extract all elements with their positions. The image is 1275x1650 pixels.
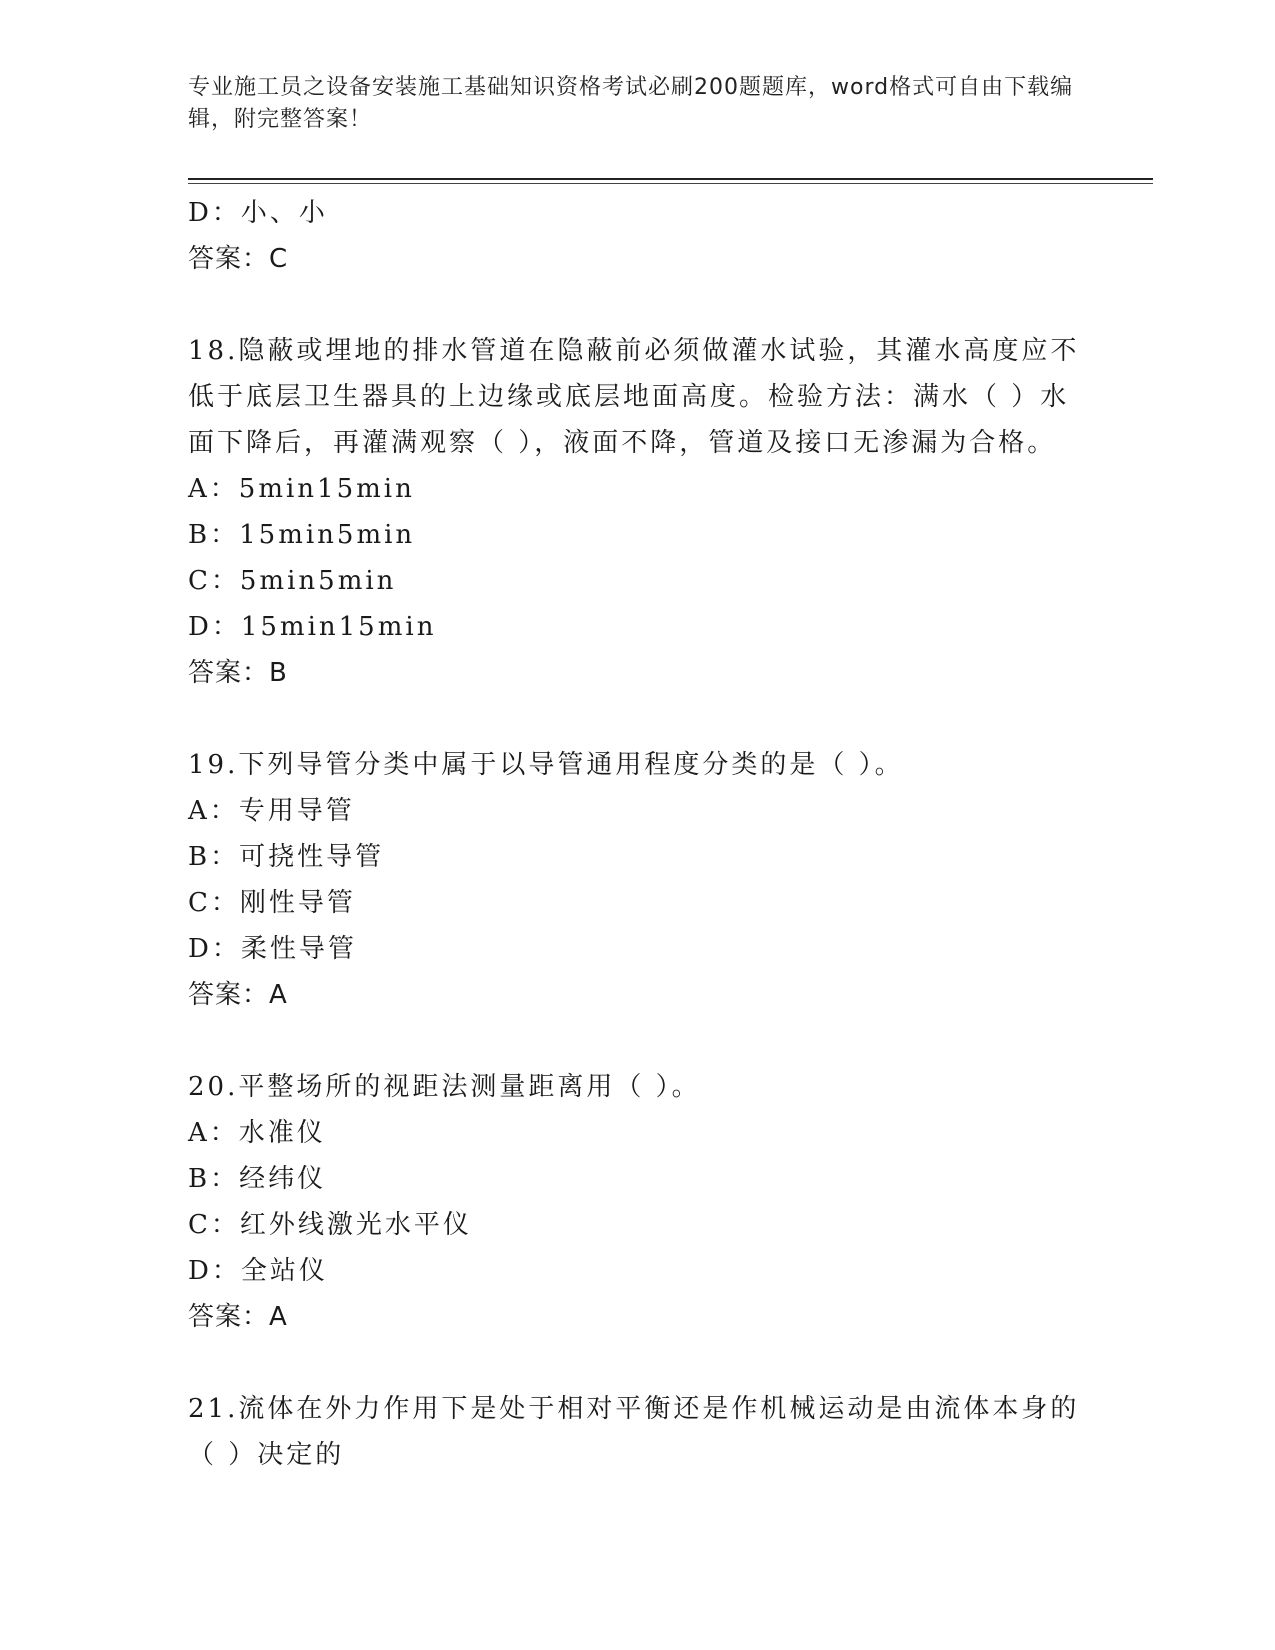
option-d: D：柔性导管 xyxy=(188,934,357,964)
option-a: A：专用导管 xyxy=(188,796,355,826)
option-b: B：经纬仪 xyxy=(188,1164,327,1194)
prev-answer: 答案：C xyxy=(188,244,289,274)
answer: 答案：A xyxy=(188,1302,288,1332)
spacer xyxy=(188,696,1088,742)
option-c: C：刚性导管 xyxy=(188,888,356,918)
option-a: A：水准仪 xyxy=(188,1118,326,1148)
prev-option-d: D：小、小 xyxy=(188,198,328,228)
header-rule-thin xyxy=(188,183,1153,184)
document-body xyxy=(188,190,1088,1478)
question-19 xyxy=(188,742,1088,1018)
option-c: C：5min5min xyxy=(188,566,397,596)
document-header: 专业施工员之设备安装施工基础知识资格考试必刷200题题库，word格式可自由下载编辑，附完整答案！ xyxy=(188,75,1074,132)
option-c: C：红外线激光水平仪 xyxy=(188,1210,472,1240)
option-d: D：15min15min xyxy=(188,612,437,642)
spacer xyxy=(188,1340,1088,1386)
question-20 xyxy=(188,1064,1088,1340)
question-18 xyxy=(188,328,1088,696)
option-d: D：全站仪 xyxy=(188,1256,328,1286)
option-a: A：5min15min xyxy=(188,474,415,504)
question-text: 20.平整场所的视距法测量距离用（ ）。 xyxy=(188,1072,701,1102)
question-text: 21.流体在外力作用下是处于相对平衡还是作机械运动是由流体本身的（ ）决定的 xyxy=(188,1394,1080,1470)
question-21 xyxy=(188,1386,1088,1478)
answer: 答案：A xyxy=(188,980,288,1010)
question-text: 19.下列导管分类中属于以导管通用程度分类的是（ ）。 xyxy=(188,750,904,780)
question-text: 18.隐蔽或埋地的排水管道在隐蔽前必须做灌水试验，其灌水高度应不低于底层卫生器具的上边缘或底层地面高度。检验方法：满水（ ）水面下降后，再灌满观察（ ），液面不降，管道及接口无渗漏为合格。 xyxy=(188,336,1080,458)
spacer xyxy=(188,282,1088,328)
spacer xyxy=(188,1018,1088,1064)
option-b: B：可挠性导管 xyxy=(188,842,385,872)
option-b: B：15min5min xyxy=(188,520,416,550)
header-rule-thick xyxy=(188,178,1153,180)
answer: 答案：B xyxy=(188,658,288,688)
